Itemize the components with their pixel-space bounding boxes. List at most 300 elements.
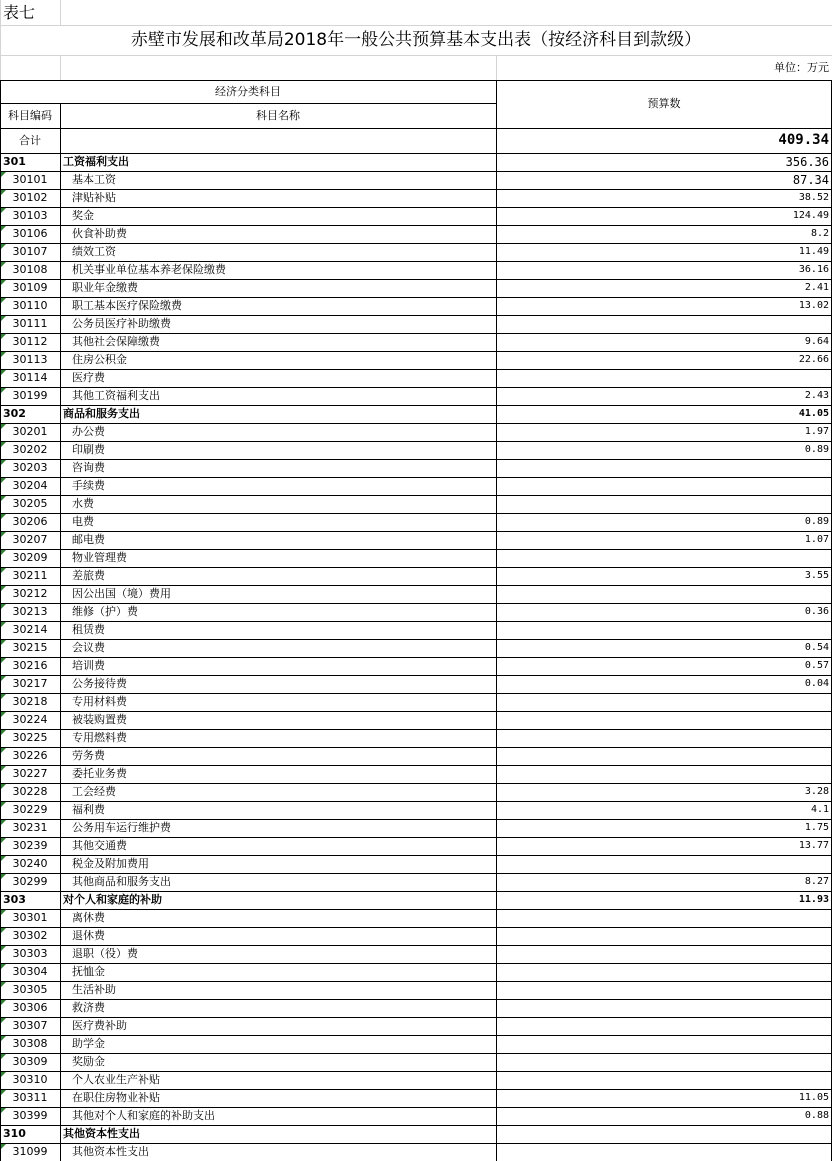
text-format-indicator-icon <box>1 280 6 285</box>
row-amount[interactable]: 36.16 <box>798 264 829 275</box>
row-amount[interactable] <box>496 1053 832 1071</box>
row-code[interactable]: 30101 <box>0 171 60 189</box>
row-name[interactable]: 伙食补助费 <box>72 227 127 240</box>
row-name[interactable]: 印刷费 <box>72 443 105 456</box>
table-row <box>0 657 832 675</box>
border-line <box>0 603 832 604</box>
text-format-indicator-icon <box>1 208 6 213</box>
header-code[interactable]: 科目编码 <box>8 109 52 122</box>
row-amount[interactable] <box>496 1017 832 1035</box>
text-format-indicator-icon <box>1 514 6 519</box>
text-format-indicator-icon <box>1 1000 6 1005</box>
row-code[interactable]: 30399 <box>0 1107 60 1125</box>
text-format-indicator-icon <box>1 856 6 861</box>
row-amount[interactable]: 2.43 <box>804 390 829 401</box>
row-amount[interactable] <box>496 585 832 603</box>
row-code[interactable]: 30211 <box>0 567 60 585</box>
border-line <box>0 1089 832 1090</box>
border-line <box>0 243 832 244</box>
row-code[interactable]: 30225 <box>0 729 60 747</box>
row-amount[interactable]: 0.57 <box>804 660 829 671</box>
border-line <box>0 549 832 550</box>
row-code[interactable]: 30304 <box>0 963 60 981</box>
row-amount[interactable]: 87.34 <box>792 173 829 187</box>
table-label[interactable]: 表七 <box>3 3 36 22</box>
row-name[interactable]: 基本工资 <box>72 173 116 186</box>
border-line <box>0 567 832 568</box>
table-row <box>0 297 832 315</box>
row-amount[interactable] <box>496 1143 832 1161</box>
row-code[interactable]: 30201 <box>0 423 60 441</box>
border-line <box>0 1035 832 1036</box>
gridline <box>0 0 1 80</box>
row-amount[interactable] <box>496 495 832 513</box>
border-line <box>0 675 832 676</box>
table-row <box>0 603 832 621</box>
table-row <box>0 333 832 351</box>
table-row <box>0 531 832 549</box>
row-amount[interactable]: 0.88 <box>804 1110 829 1121</box>
row-name[interactable]: 工资福利支出 <box>63 155 129 168</box>
row-amount[interactable]: 8.27 <box>804 876 829 887</box>
category-row <box>0 1125 832 1143</box>
row-code[interactable]: 30299 <box>0 873 60 891</box>
row-amount[interactable]: 1.07 <box>804 534 829 545</box>
border-line <box>0 495 832 496</box>
border-line <box>60 103 61 1161</box>
row-amount[interactable] <box>496 1125 832 1143</box>
table-row <box>0 765 832 783</box>
row-code[interactable]: 30107 <box>0 243 60 261</box>
table-row <box>0 909 832 927</box>
border-line <box>0 1017 832 1018</box>
row-code[interactable]: 30102 <box>0 189 60 207</box>
row-amount[interactable]: 4.1 <box>810 804 829 815</box>
category-row <box>0 891 832 909</box>
row-name[interactable]: 差旅费 <box>72 569 105 582</box>
row-amount[interactable] <box>496 909 832 927</box>
row-code[interactable]: 30110 <box>0 297 60 315</box>
gridline <box>60 0 61 25</box>
row-name[interactable]: 离休费 <box>72 911 105 924</box>
table-row <box>0 279 832 297</box>
row-amount[interactable] <box>496 459 832 477</box>
row-code[interactable]: 30113 <box>0 351 60 369</box>
border-line <box>0 963 832 964</box>
row-amount[interactable] <box>496 1035 832 1053</box>
row-amount[interactable]: 11.49 <box>798 246 829 257</box>
row-name[interactable]: 咨询费 <box>72 461 105 474</box>
row-amount[interactable]: 11.93 <box>798 894 829 905</box>
row-name[interactable]: 其他对个人和家庭的补助支出 <box>72 1109 215 1122</box>
border-line <box>0 513 832 514</box>
row-name[interactable]: 奖金 <box>72 209 94 222</box>
row-code[interactable]: 30204 <box>0 477 60 495</box>
text-format-indicator-icon <box>1 928 6 933</box>
table-row <box>0 513 832 531</box>
row-name[interactable]: 救济费 <box>72 1001 105 1014</box>
text-format-indicator-icon <box>1 874 6 879</box>
table-row <box>0 639 832 657</box>
row-amount[interactable] <box>496 621 832 639</box>
row-name[interactable]: 对个人和家庭的补助 <box>63 893 162 906</box>
row-amount[interactable]: 38.52 <box>798 192 829 203</box>
row-code[interactable]: 30224 <box>0 711 60 729</box>
row-code[interactable]: 31099 <box>0 1143 60 1161</box>
border-line <box>0 153 832 154</box>
border-line <box>0 909 832 910</box>
row-name[interactable]: 抚恤金 <box>72 965 105 978</box>
gridline <box>60 55 61 80</box>
row-name[interactable]: 奖励金 <box>72 1055 105 1068</box>
row-code[interactable]: 30227 <box>0 765 60 783</box>
row-code[interactable]: 30114 <box>0 369 60 387</box>
row-amount[interactable] <box>496 747 832 765</box>
table-row <box>0 1107 832 1125</box>
border-line <box>0 128 832 129</box>
row-amount[interactable]: 13.77 <box>798 840 829 851</box>
row-name[interactable]: 公务接待费 <box>72 677 127 690</box>
table-row <box>0 873 832 891</box>
table-row <box>0 801 832 819</box>
border-line <box>0 783 832 784</box>
border-line <box>0 945 832 946</box>
text-format-indicator-icon <box>1 370 6 375</box>
row-code[interactable]: 30229 <box>0 801 60 819</box>
row-name[interactable]: 退休费 <box>72 929 105 942</box>
row-amount[interactable]: 8.2 <box>810 228 829 239</box>
border-line <box>0 585 832 586</box>
row-code[interactable]: 30309 <box>0 1053 60 1071</box>
row-code[interactable]: 30216 <box>0 657 60 675</box>
table-row <box>0 351 832 369</box>
table-row <box>0 837 832 855</box>
text-format-indicator-icon <box>1 766 6 771</box>
row-name[interactable]: 维修（护）费 <box>72 605 138 618</box>
row-amount[interactable] <box>496 945 832 963</box>
text-format-indicator-icon <box>1 586 6 591</box>
row-amount[interactable] <box>496 981 832 999</box>
row-code[interactable]: 30111 <box>0 315 60 333</box>
row-amount[interactable]: 356.36 <box>785 155 829 169</box>
row-amount[interactable]: 22.66 <box>798 354 829 365</box>
table-row <box>0 981 832 999</box>
row-name[interactable]: 劳务费 <box>72 749 105 762</box>
row-amount[interactable]: 0.04 <box>804 678 829 689</box>
header-name[interactable]: 科目名称 <box>256 109 300 122</box>
text-format-indicator-icon <box>1 676 6 681</box>
row-amount[interactable] <box>496 765 832 783</box>
border-line <box>0 261 832 262</box>
row-code[interactable]: 301 <box>3 155 26 168</box>
border-line <box>0 225 832 226</box>
row-amount[interactable]: 1.75 <box>804 822 829 833</box>
text-format-indicator-icon <box>1 298 6 303</box>
row-amount[interactable]: 2.41 <box>804 282 829 293</box>
header-amount[interactable]: 预算数 <box>647 97 681 110</box>
row-name[interactable]: 其他资本性支出 <box>63 1127 140 1140</box>
row-amount[interactable] <box>496 855 832 873</box>
row-name[interactable]: 会议费 <box>72 641 105 654</box>
text-format-indicator-icon <box>1 496 6 501</box>
row-name[interactable]: 其他交通费 <box>72 839 127 852</box>
row-name[interactable]: 物业管理费 <box>72 551 127 564</box>
row-code[interactable]: 30108 <box>0 261 60 279</box>
row-name[interactable]: 其他资本性支出 <box>72 1145 149 1158</box>
text-format-indicator-icon <box>1 604 6 609</box>
title-row <box>0 25 832 55</box>
border-line <box>0 441 832 442</box>
row-code[interactable]: 30240 <box>0 855 60 873</box>
row-amount[interactable]: 11.05 <box>798 1092 829 1103</box>
row-code[interactable]: 30206 <box>0 513 60 531</box>
text-format-indicator-icon <box>1 1144 6 1149</box>
row-name[interactable]: 公务员医疗补助缴费 <box>72 317 171 330</box>
table-row <box>0 585 832 603</box>
row-code[interactable]: 30207 <box>0 531 60 549</box>
row-code[interactable]: 30106 <box>0 225 60 243</box>
row-amount[interactable]: 13.02 <box>798 300 829 311</box>
border-line <box>0 369 832 370</box>
row-code[interactable]: 30212 <box>0 585 60 603</box>
row-code[interactable]: 30218 <box>0 693 60 711</box>
row-name[interactable]: 因公出国（境）费用 <box>72 587 171 600</box>
row-code[interactable]: 30228 <box>0 783 60 801</box>
border-line <box>0 189 832 190</box>
table-row <box>0 441 832 459</box>
border-line <box>0 1107 832 1108</box>
row-code[interactable]: 30310 <box>0 1071 60 1089</box>
row-name[interactable]: 医疗费补助 <box>72 1019 127 1032</box>
row-name[interactable]: 公务用车运行维护费 <box>72 821 171 834</box>
row-name[interactable]: 水费 <box>72 497 94 510</box>
text-format-indicator-icon <box>1 190 6 195</box>
header-group[interactable]: 经济分类科目 <box>215 85 281 98</box>
row-code[interactable]: 303 <box>3 893 26 906</box>
table-row <box>0 675 832 693</box>
row-code[interactable]: 30203 <box>0 459 60 477</box>
text-format-indicator-icon <box>1 784 6 789</box>
row-name[interactable]: 商品和服务支出 <box>63 407 140 420</box>
row-code[interactable]: 30112 <box>0 333 60 351</box>
row-amount[interactable] <box>496 315 832 333</box>
table-row <box>0 963 832 981</box>
row-code[interactable]: 30311 <box>0 1089 60 1107</box>
row-name[interactable]: 住房公积金 <box>72 353 127 366</box>
total-label[interactable]: 合计 <box>19 134 41 147</box>
row-name[interactable]: 租赁费 <box>72 623 105 636</box>
row-code[interactable]: 302 <box>3 407 26 420</box>
row-name[interactable]: 手续费 <box>72 479 105 492</box>
row-amount[interactable] <box>496 711 832 729</box>
row-code[interactable]: 30214 <box>0 621 60 639</box>
row-amount[interactable]: 0.89 <box>804 444 829 455</box>
table-row <box>0 1089 832 1107</box>
row-amount[interactable] <box>496 729 832 747</box>
row-amount[interactable]: 41.05 <box>798 408 829 419</box>
table-row <box>0 369 832 387</box>
border-line <box>0 387 832 388</box>
row-name[interactable]: 津贴补贴 <box>72 191 116 204</box>
row-name[interactable]: 助学金 <box>72 1037 105 1050</box>
border-line <box>0 405 832 406</box>
text-format-indicator-icon <box>1 262 6 267</box>
table-row <box>0 225 832 243</box>
row-code[interactable]: 30199 <box>0 387 60 405</box>
text-format-indicator-icon <box>1 982 6 987</box>
row-code[interactable]: 30305 <box>0 981 60 999</box>
row-code[interactable]: 30109 <box>0 279 60 297</box>
row-code[interactable]: 30205 <box>0 495 60 513</box>
border-line <box>0 1125 832 1126</box>
text-format-indicator-icon <box>1 1090 6 1095</box>
row-name[interactable]: 委托业务费 <box>72 767 127 780</box>
table-row <box>0 1035 832 1053</box>
text-format-indicator-icon <box>1 316 6 321</box>
unit-label[interactable]: 单位：万元 <box>774 61 829 74</box>
table-row <box>0 621 832 639</box>
border-line <box>0 873 832 874</box>
row-name[interactable]: 工会经费 <box>72 785 116 798</box>
text-format-indicator-icon <box>1 352 6 357</box>
label-row <box>0 0 832 25</box>
border-line <box>0 621 832 622</box>
row-code[interactable]: 30231 <box>0 819 60 837</box>
text-format-indicator-icon <box>1 334 6 339</box>
row-amount[interactable]: 0.36 <box>804 606 829 617</box>
row-name[interactable]: 专用材料费 <box>72 695 127 708</box>
table-row <box>0 567 832 585</box>
row-amount[interactable]: 1.97 <box>804 426 829 437</box>
row-amount[interactable]: 0.89 <box>804 516 829 527</box>
border-line <box>0 981 832 982</box>
row-code[interactable]: 30226 <box>0 747 60 765</box>
row-name[interactable]: 生活补助 <box>72 983 116 996</box>
row-name[interactable]: 其他社会保障缴费 <box>72 335 160 348</box>
table-row <box>0 171 832 189</box>
row-amount[interactable]: 3.55 <box>804 570 829 581</box>
border-line <box>0 711 832 712</box>
row-code[interactable]: 30213 <box>0 603 60 621</box>
row-name[interactable]: 绩效工资 <box>72 245 116 258</box>
row-name[interactable]: 专用燃料费 <box>72 731 127 744</box>
row-name[interactable]: 职工基本医疗保险缴费 <box>72 299 182 312</box>
row-code[interactable]: 30103 <box>0 207 60 225</box>
row-amount[interactable] <box>496 693 832 711</box>
border-line <box>0 80 832 81</box>
row-amount[interactable] <box>496 999 832 1017</box>
row-code[interactable]: 30217 <box>0 675 60 693</box>
row-amount[interactable]: 3.28 <box>804 786 829 797</box>
border-line <box>0 747 832 748</box>
row-amount[interactable] <box>496 927 832 945</box>
text-format-indicator-icon <box>1 442 6 447</box>
row-code[interactable]: 30209 <box>0 549 60 567</box>
text-format-indicator-icon <box>1 658 6 663</box>
border-line <box>0 171 832 172</box>
row-amount[interactable] <box>496 1071 832 1089</box>
page-title[interactable]: 赤壁市发展和改革局2018年一般公共预算基本支出表（按经济科目到款级） <box>130 30 702 50</box>
row-code[interactable]: 310 <box>3 1127 26 1140</box>
row-name[interactable]: 其他商品和服务支出 <box>72 875 171 888</box>
row-name[interactable]: 培训费 <box>72 659 105 672</box>
row-name[interactable]: 办公费 <box>72 425 105 438</box>
row-name[interactable]: 医疗费 <box>72 371 105 384</box>
text-format-indicator-icon <box>1 226 6 231</box>
row-name[interactable]: 机关事业单位基本养老保险缴费 <box>72 263 226 276</box>
text-format-indicator-icon <box>1 1072 6 1077</box>
row-name[interactable]: 在职住房物业补贴 <box>72 1091 160 1104</box>
text-format-indicator-icon <box>1 694 6 699</box>
row-amount[interactable]: 124.49 <box>792 210 829 221</box>
row-code[interactable]: 30302 <box>0 927 60 945</box>
text-format-indicator-icon <box>1 946 6 951</box>
total-amount[interactable]: 409.34 <box>778 132 829 148</box>
row-code[interactable]: 30307 <box>0 1017 60 1035</box>
text-format-indicator-icon <box>1 910 6 915</box>
border-line <box>0 639 832 640</box>
border-line <box>0 459 832 460</box>
row-code[interactable]: 30215 <box>0 639 60 657</box>
row-name[interactable]: 个人农业生产补贴 <box>72 1073 160 1086</box>
row-name[interactable]: 其他工资福利支出 <box>72 389 160 402</box>
row-name[interactable]: 电费 <box>72 515 94 528</box>
table-row <box>0 747 832 765</box>
text-format-indicator-icon <box>1 748 6 753</box>
text-format-indicator-icon <box>1 244 6 249</box>
table-row <box>0 783 832 801</box>
table-row <box>0 1143 832 1161</box>
table-row <box>0 315 832 333</box>
text-format-indicator-icon <box>1 568 6 573</box>
border-line <box>0 765 832 766</box>
row-name[interactable]: 福利费 <box>72 803 105 816</box>
row-code[interactable]: 30301 <box>0 909 60 927</box>
row-code[interactable]: 30239 <box>0 837 60 855</box>
row-name[interactable]: 税金及附加费用 <box>72 857 149 870</box>
table-row <box>0 459 832 477</box>
border-line <box>0 333 832 334</box>
row-amount[interactable] <box>496 477 832 495</box>
text-format-indicator-icon <box>1 622 6 627</box>
row-amount[interactable] <box>496 549 832 567</box>
table-row <box>0 261 832 279</box>
row-amount[interactable]: 0.54 <box>804 642 829 653</box>
text-format-indicator-icon <box>1 460 6 465</box>
row-name[interactable]: 退职（役）费 <box>72 947 138 960</box>
border-line <box>0 855 832 856</box>
row-code[interactable]: 30303 <box>0 945 60 963</box>
unit-row <box>0 55 832 80</box>
row-name[interactable]: 被装购置费 <box>72 713 127 726</box>
row-code[interactable]: 30306 <box>0 999 60 1017</box>
row-amount[interactable] <box>496 963 832 981</box>
table-row <box>0 243 832 261</box>
table-row <box>0 477 832 495</box>
table-row <box>0 999 832 1017</box>
border-line <box>0 693 832 694</box>
row-name[interactable]: 邮电费 <box>72 533 105 546</box>
row-code[interactable]: 30202 <box>0 441 60 459</box>
row-code[interactable]: 30308 <box>0 1035 60 1053</box>
row-name[interactable]: 职业年金缴费 <box>72 281 138 294</box>
text-format-indicator-icon <box>1 1018 6 1023</box>
border-line <box>0 297 832 298</box>
row-amount[interactable]: 9.64 <box>804 336 829 347</box>
border-line <box>0 837 832 838</box>
gridline <box>496 55 497 80</box>
row-amount[interactable] <box>496 369 832 387</box>
